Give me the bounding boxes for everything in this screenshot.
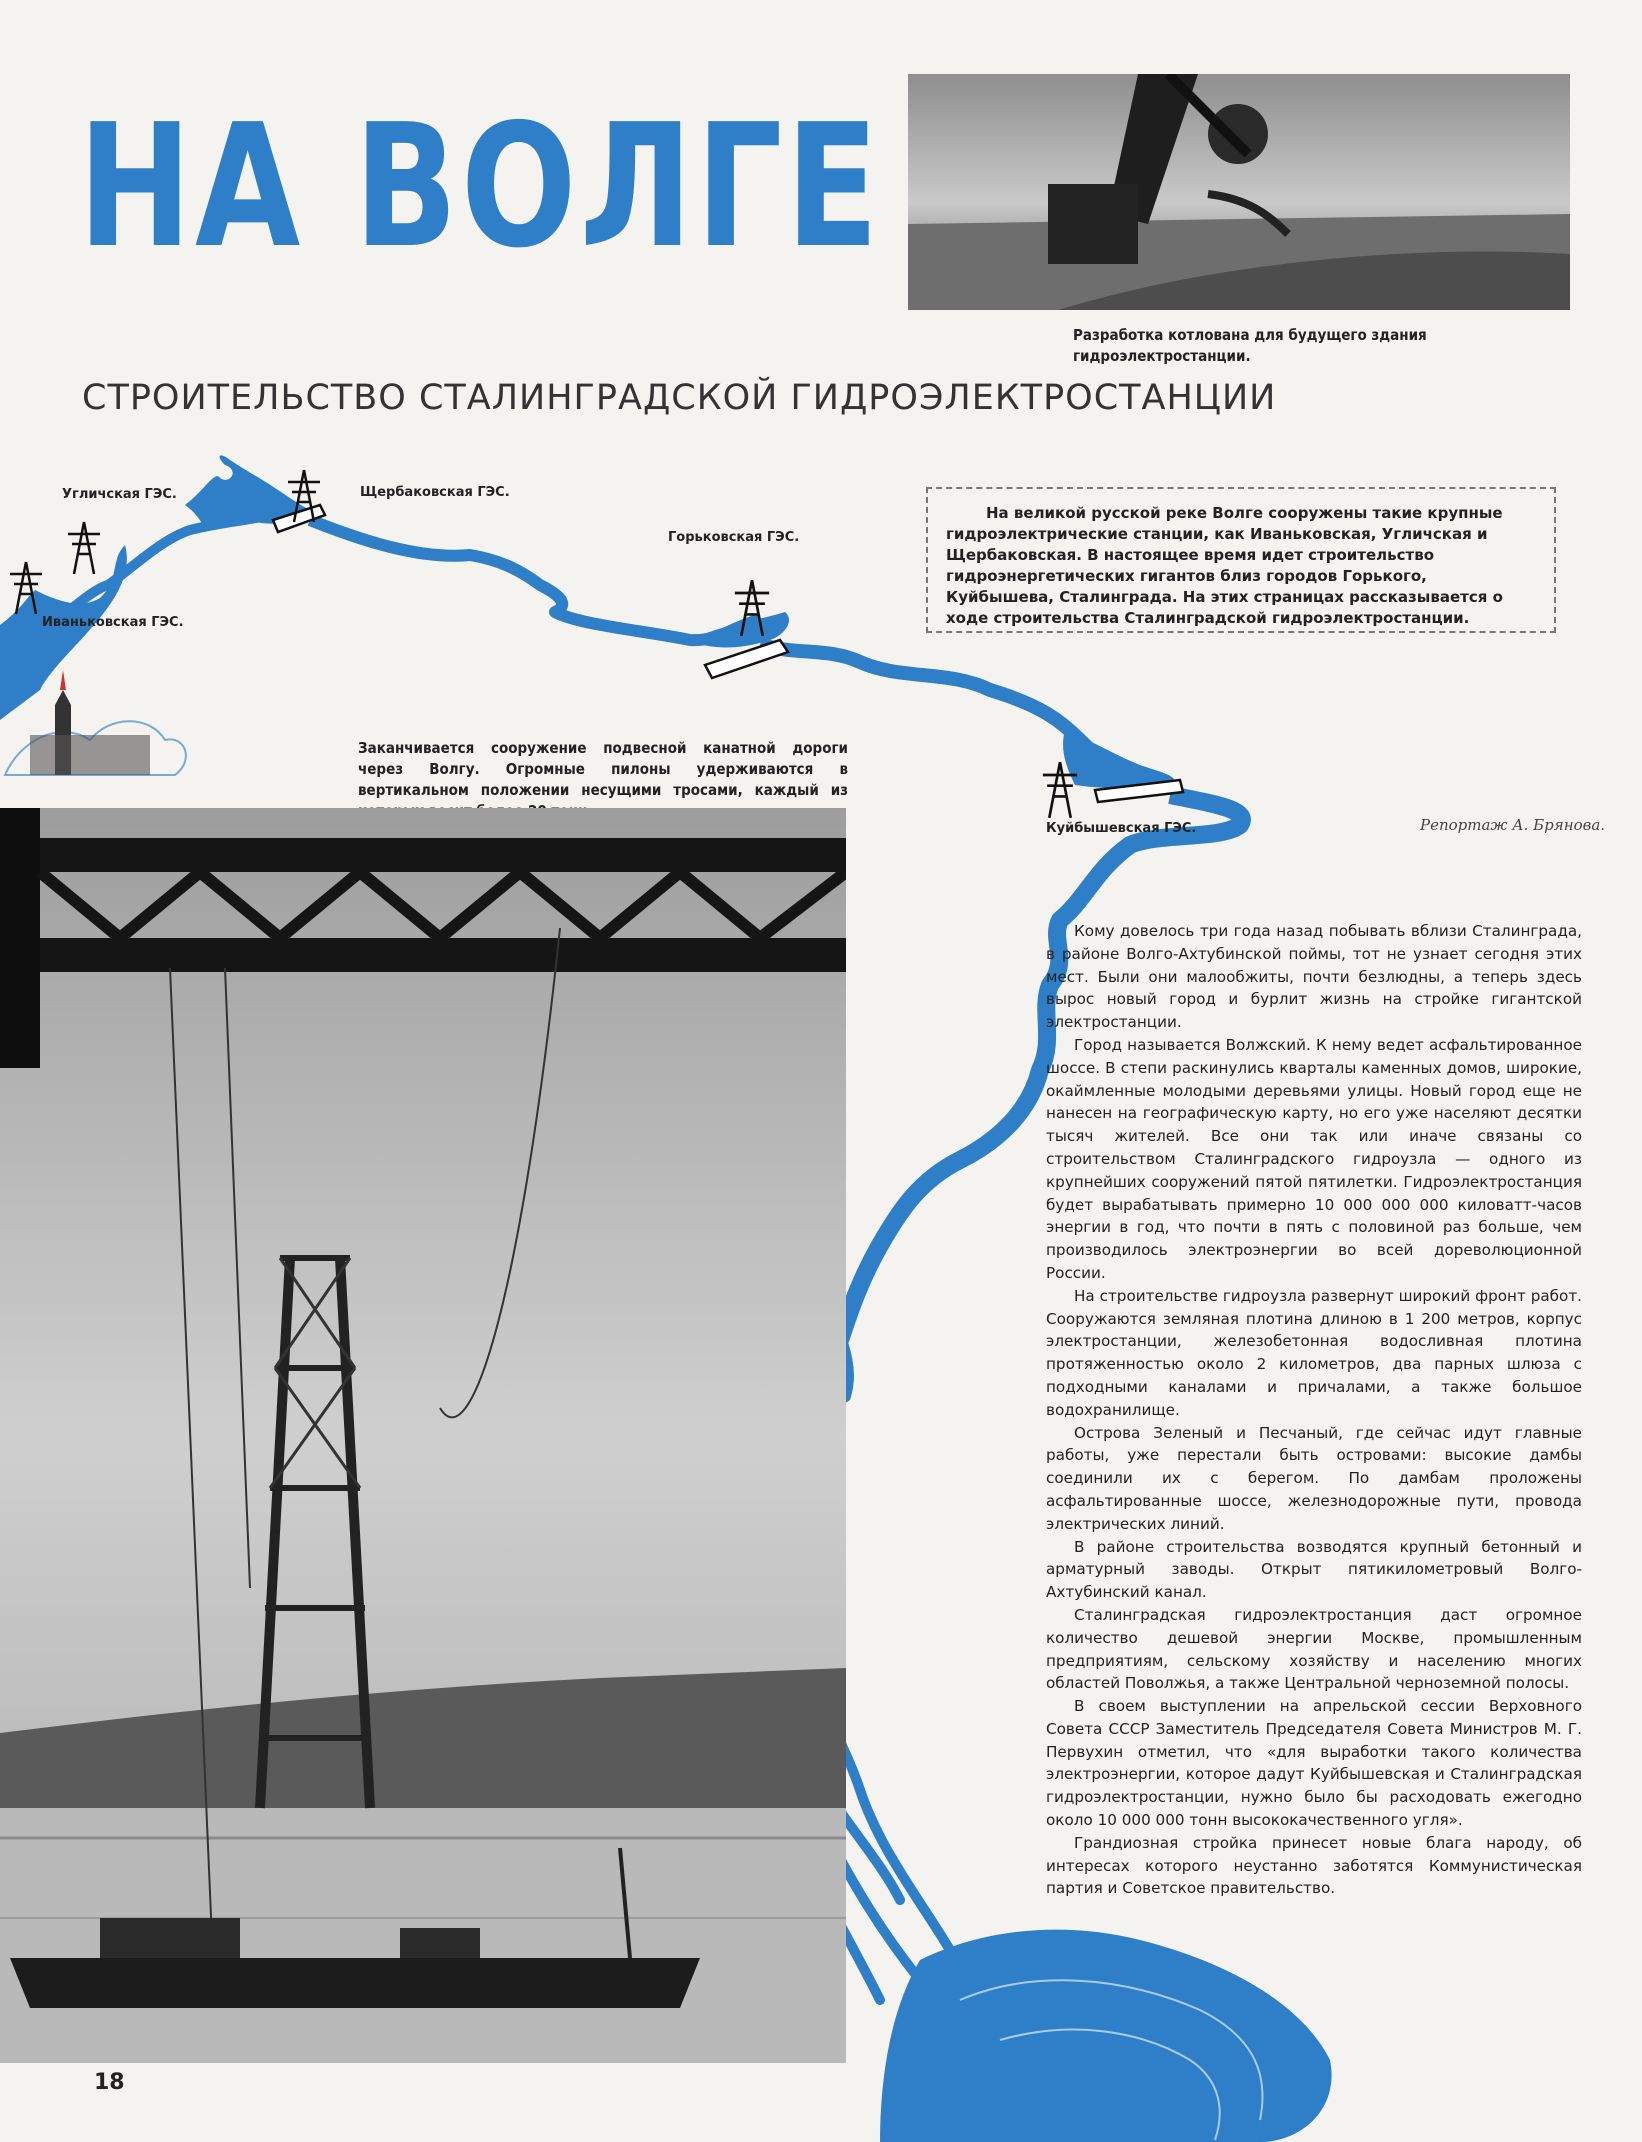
article-paragraph: Кому довелось три года назад побывать вблизи Сталинграда, в районе Волго-Ахтубинской поймы, тот не узнает сегодня этих мест. Были они малообжиты, почти безлюдны, а теперь здесь вырос новый город и бурлит жизнь на стройке гигантской электростанции. xyxy=(1046,922,1582,1032)
caspian-sea xyxy=(880,1930,1332,2142)
label-uglich: Угличская ГЭС. xyxy=(62,487,177,502)
pylon-icon xyxy=(284,468,324,524)
article-paragraph: Грандиозная стройка принесет новые блага народу, об интересах которого неустанно заботятся Коммунистическая партия и Советское правительство. xyxy=(1046,1833,1582,1898)
cableway-photo xyxy=(0,808,846,2063)
label-gorky: Горьковская ГЭС. xyxy=(668,530,800,545)
excavator-caption: Разработка котлована для будущего здания гидроэлектростанции. xyxy=(1073,326,1427,365)
page-title: НА ВОЛГЕ xyxy=(78,88,882,286)
pylon-icon xyxy=(64,520,104,576)
cableway-caption: Заканчивается сооружение подвесной канатной дороги через Волгу. Огромные пилоны удерживаются в вертикальном положении несущими тросами, каждый из xyxy=(358,739,848,799)
article-paragraph: Острова Зеленый и Песчаный, где сейчас идут главные работы, уже перестали быть островами: высокие дамбы соединили их с берегом. По дамбам проложены асфальтированные шоссе, железнодорожные пути, провода электрических линий. xyxy=(1046,1423,1582,1533)
label-kuibyshev: Куйбышевская ГЭС. xyxy=(1046,821,1197,836)
article-paragraph: На строительстве гидроузла развернут широкий фронт работ. Сооружаются земляная плотина длиною в 1 200 метров, корпус электростанции, железобетонная водосливная плотина протяженностью около 2 километров, два парных шлюза с подходными каналами и причалами, а также большое водохранилище. xyxy=(1046,1286,1582,1419)
intro-box: На великой русской реке Волге сооружены такие крупные гидроэлектрические станции, как Иваньковская, Угличская и Щербаковская. В настоящее время идет строительство гидроэнергетических гигантов близ городов Горького, Куйбышева, Сталинграда. На этих страницах рассказывается о ходе строительства Сталинградской гидроэлектростанции. xyxy=(926,487,1556,633)
page-subtitle: СТРОИТЕЛЬСТВО СТАЛИНГРАДСКОЙ ГИДРОЭЛЕКТРОСТАНЦИИ xyxy=(82,378,1277,418)
pylon-icon xyxy=(730,578,774,638)
page-number: 18 xyxy=(94,2070,125,2095)
label-shcherbakov: Щербаковская ГЭС. xyxy=(360,485,510,500)
byline: Репортаж А. Брянова. xyxy=(1420,816,1606,834)
article-paragraph: Сталинградская гидроэлектростанция даст огромное количество дешевой энергии Москве, промышленным предприятиям, сельскому хозяйству и населению многих областей Поволжья, а также Центральной черноземной полосы. xyxy=(1046,1605,1582,1693)
article-body xyxy=(1046,920,1582,1900)
article-paragraph: В районе строительства возводятся крупный бетонный и арматурный заводы. Открыт пятикилометровый Волго-Ахтубинский канал. xyxy=(1046,1537,1582,1602)
label-ivankovo: Иваньковская ГЭС. xyxy=(42,615,184,630)
pylon-icon xyxy=(1038,760,1082,820)
article-paragraph: Город называется Волжский. К нему ведет асфальтированное шоссе. В степи раскинулись кварталы каменных домов, широкие, окаймленные молодыми деревьями улицы. Новый город еще не нанесен на географическую карту, но его уже населяют десятки тысяч жителей. Все они так или иначе связаны со строительством Сталинградского гидроузла — одного из крупнейших сооружений пятой пятилетки. Гидроэлектростанция будет вырабатывать примерно 10 000 000 000 киловатт-часов энергии в год, что почти в пять с половиной раз больше, чем производилось электроэнергии во всей дореволюционной России. xyxy=(1046,1035,1582,1282)
article-paragraph: В своем выступлении на апрельской сессии Верховного Совета СССР Заместитель Председателя Совета Министров М. Г. Первухин отметил, что «для выработки такого количества электроэнергии, которое дадут Куйбышевская и Сталинградская гидроэлектростанции, нужно было бы расходовать ежегодно около 10 000 000 тонн высококачественного угля». xyxy=(1046,1697,1582,1830)
excavator-photo xyxy=(908,74,1570,310)
pylon-icon xyxy=(6,560,46,616)
